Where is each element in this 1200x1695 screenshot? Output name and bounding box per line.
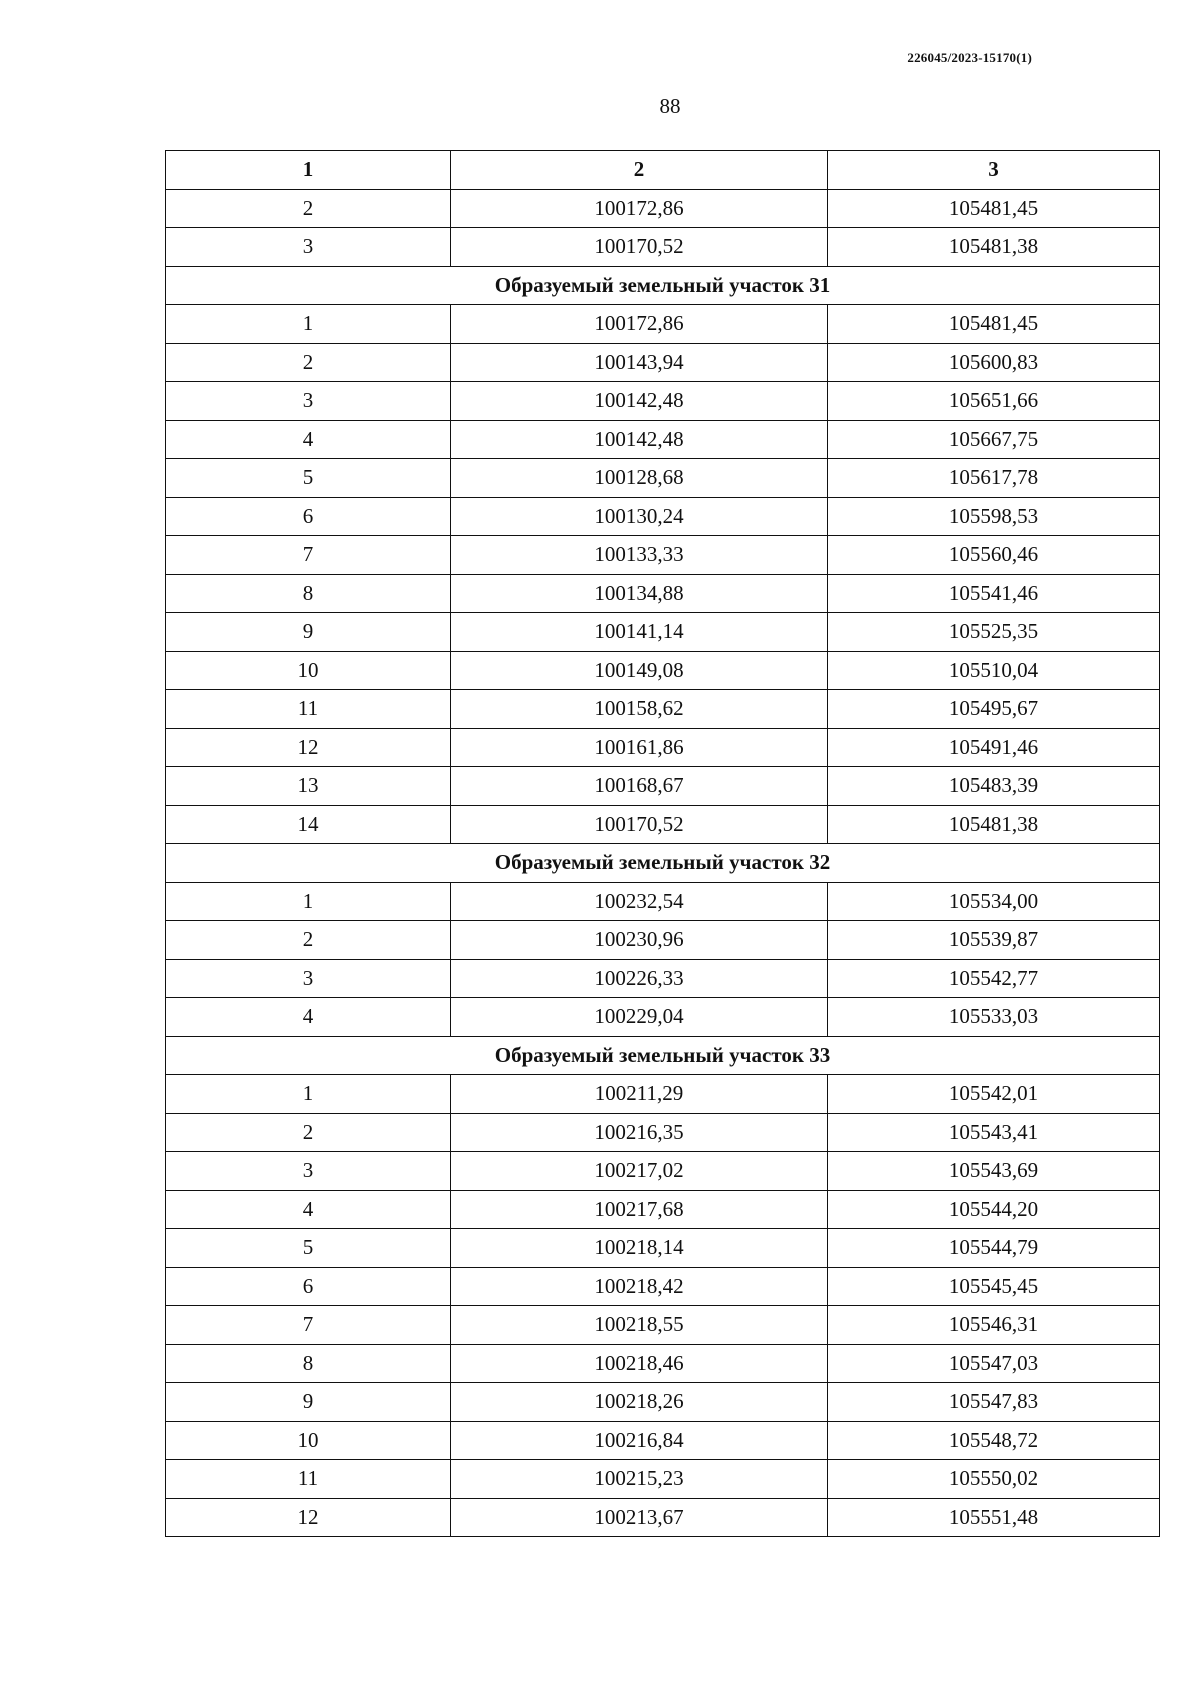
table-row — [166, 998, 1160, 1037]
coordinates-table — [165, 150, 1160, 1537]
point-number-cell: 2 — [166, 1113, 451, 1152]
table-row — [166, 651, 1160, 690]
y-coordinate-cell: 105546,31 — [828, 1306, 1160, 1345]
y-coordinate-cell: 105544,79 — [828, 1229, 1160, 1268]
y-coordinate-cell: 105510,04 — [828, 651, 1160, 690]
table-row — [166, 305, 1160, 344]
point-number-cell: 2 — [166, 343, 451, 382]
y-coordinate-cell: 105547,03 — [828, 1344, 1160, 1383]
point-number-cell: 10 — [166, 651, 451, 690]
point-number-cell: 6 — [166, 497, 451, 536]
x-coordinate-cell: 100168,67 — [451, 767, 828, 806]
table-row — [166, 189, 1160, 228]
point-number-cell: 13 — [166, 767, 451, 806]
point-number-cell: 5 — [166, 1229, 451, 1268]
y-coordinate-cell: 105481,38 — [828, 228, 1160, 267]
table-row — [166, 959, 1160, 998]
x-coordinate-cell: 100218,26 — [451, 1383, 828, 1422]
y-coordinate-cell: 105491,46 — [828, 728, 1160, 767]
table-row — [166, 882, 1160, 921]
y-coordinate-cell: 105544,20 — [828, 1190, 1160, 1229]
y-coordinate-cell: 105543,69 — [828, 1152, 1160, 1191]
table-row — [166, 921, 1160, 960]
point-number-cell: 11 — [166, 1460, 451, 1499]
point-number-cell: 3 — [166, 959, 451, 998]
x-coordinate-cell: 100134,88 — [451, 574, 828, 613]
section-title: Образуемый земельный участок 31 — [166, 266, 1160, 305]
point-number-cell: 1 — [166, 305, 451, 344]
column-header: 3 — [828, 151, 1160, 190]
point-number-cell: 3 — [166, 228, 451, 267]
x-coordinate-cell: 100232,54 — [451, 882, 828, 921]
point-number-cell: 7 — [166, 536, 451, 575]
x-coordinate-cell: 100161,86 — [451, 728, 828, 767]
x-coordinate-cell: 100218,46 — [451, 1344, 828, 1383]
table-row — [166, 382, 1160, 421]
y-coordinate-cell: 105598,53 — [828, 497, 1160, 536]
table-row — [166, 1306, 1160, 1345]
y-coordinate-cell: 105481,45 — [828, 305, 1160, 344]
point-number-cell: 10 — [166, 1421, 451, 1460]
x-coordinate-cell: 100215,23 — [451, 1460, 828, 1499]
y-coordinate-cell: 105651,66 — [828, 382, 1160, 421]
point-number-cell: 2 — [166, 921, 451, 960]
point-number-cell: 9 — [166, 1383, 451, 1422]
y-coordinate-cell: 105667,75 — [828, 420, 1160, 459]
point-number-cell: 7 — [166, 1306, 451, 1345]
point-number-cell: 14 — [166, 805, 451, 844]
point-number-cell: 5 — [166, 459, 451, 498]
x-coordinate-cell: 100128,68 — [451, 459, 828, 498]
table-row — [166, 1075, 1160, 1114]
table-row — [166, 767, 1160, 806]
point-number-cell: 4 — [166, 1190, 451, 1229]
y-coordinate-cell: 105481,45 — [828, 189, 1160, 228]
y-coordinate-cell: 105560,46 — [828, 536, 1160, 575]
y-coordinate-cell: 105542,77 — [828, 959, 1160, 998]
x-coordinate-cell: 100130,24 — [451, 497, 828, 536]
x-coordinate-cell: 100141,14 — [451, 613, 828, 652]
section-title: Образуемый земельный участок 33 — [166, 1036, 1160, 1075]
y-coordinate-cell: 105483,39 — [828, 767, 1160, 806]
table-row — [166, 1152, 1160, 1191]
x-coordinate-cell: 100216,35 — [451, 1113, 828, 1152]
table-row — [166, 1383, 1160, 1422]
page-number: 88 — [659, 94, 681, 118]
y-coordinate-cell: 105600,83 — [828, 343, 1160, 382]
point-number-cell: 8 — [166, 574, 451, 613]
y-coordinate-cell: 105539,87 — [828, 921, 1160, 960]
point-number-cell: 9 — [166, 613, 451, 652]
y-coordinate-cell: 105534,00 — [828, 882, 1160, 921]
x-coordinate-cell: 100170,52 — [451, 805, 828, 844]
point-number-cell: 4 — [166, 998, 451, 1037]
table-row — [166, 1229, 1160, 1268]
y-coordinate-cell: 105547,83 — [828, 1383, 1160, 1422]
point-number-cell: 4 — [166, 420, 451, 459]
point-number-cell: 11 — [166, 690, 451, 729]
point-number-cell: 2 — [166, 189, 451, 228]
table-row — [166, 805, 1160, 844]
x-coordinate-cell: 100218,14 — [451, 1229, 828, 1268]
x-coordinate-cell: 100216,84 — [451, 1421, 828, 1460]
coordinates-table-body — [166, 151, 1160, 1537]
x-coordinate-cell: 100170,52 — [451, 228, 828, 267]
x-coordinate-cell: 100142,48 — [451, 420, 828, 459]
y-coordinate-cell: 105533,03 — [828, 998, 1160, 1037]
x-coordinate-cell: 100213,67 — [451, 1498, 828, 1537]
section-heading-row — [166, 1036, 1160, 1075]
point-number-cell: 1 — [166, 882, 451, 921]
table-row — [166, 1267, 1160, 1306]
table-row — [166, 1421, 1160, 1460]
table-header-row — [166, 151, 1160, 190]
point-number-cell: 12 — [166, 728, 451, 767]
table-row — [166, 420, 1160, 459]
x-coordinate-cell: 100217,68 — [451, 1190, 828, 1229]
y-coordinate-cell: 105541,46 — [828, 574, 1160, 613]
y-coordinate-cell: 105543,41 — [828, 1113, 1160, 1152]
table-row — [166, 1113, 1160, 1152]
y-coordinate-cell: 105542,01 — [828, 1075, 1160, 1114]
x-coordinate-cell: 100217,02 — [451, 1152, 828, 1191]
x-coordinate-cell: 100143,94 — [451, 343, 828, 382]
point-number-cell: 6 — [166, 1267, 451, 1306]
section-heading-row — [166, 844, 1160, 883]
y-coordinate-cell: 105550,02 — [828, 1460, 1160, 1499]
point-number-cell: 3 — [166, 382, 451, 421]
y-coordinate-cell: 105551,48 — [828, 1498, 1160, 1537]
table-row — [166, 1344, 1160, 1383]
column-header: 1 — [166, 151, 451, 190]
table-row — [166, 343, 1160, 382]
x-coordinate-cell: 100158,62 — [451, 690, 828, 729]
point-number-cell: 8 — [166, 1344, 451, 1383]
table-row — [166, 613, 1160, 652]
table-row — [166, 228, 1160, 267]
table-row — [166, 1498, 1160, 1537]
table-row — [166, 728, 1160, 767]
y-coordinate-cell: 105548,72 — [828, 1421, 1160, 1460]
point-number-cell: 1 — [166, 1075, 451, 1114]
table-row — [166, 1460, 1160, 1499]
section-heading-row — [166, 266, 1160, 305]
y-coordinate-cell: 105495,67 — [828, 690, 1160, 729]
x-coordinate-cell: 100172,86 — [451, 189, 828, 228]
x-coordinate-cell: 100211,29 — [451, 1075, 828, 1114]
point-number-cell: 3 — [166, 1152, 451, 1191]
x-coordinate-cell: 100218,42 — [451, 1267, 828, 1306]
x-coordinate-cell: 100218,55 — [451, 1306, 828, 1345]
section-title: Образуемый земельный участок 32 — [166, 844, 1160, 883]
x-coordinate-cell: 100230,96 — [451, 921, 828, 960]
x-coordinate-cell: 100142,48 — [451, 382, 828, 421]
table-row — [166, 459, 1160, 498]
x-coordinate-cell: 100133,33 — [451, 536, 828, 575]
table-row — [166, 574, 1160, 613]
x-coordinate-cell: 100229,04 — [451, 998, 828, 1037]
table-row — [166, 1190, 1160, 1229]
table-row — [166, 497, 1160, 536]
x-coordinate-cell: 100149,08 — [451, 651, 828, 690]
point-number-cell: 12 — [166, 1498, 451, 1537]
y-coordinate-cell: 105545,45 — [828, 1267, 1160, 1306]
table-row — [166, 690, 1160, 729]
y-coordinate-cell: 105481,38 — [828, 805, 1160, 844]
y-coordinate-cell: 105525,35 — [828, 613, 1160, 652]
y-coordinate-cell: 105617,78 — [828, 459, 1160, 498]
document-id: 226045/2023-15170(1) — [907, 50, 1032, 65]
x-coordinate-cell: 100172,86 — [451, 305, 828, 344]
column-header: 2 — [451, 151, 828, 190]
table-row — [166, 536, 1160, 575]
x-coordinate-cell: 100226,33 — [451, 959, 828, 998]
